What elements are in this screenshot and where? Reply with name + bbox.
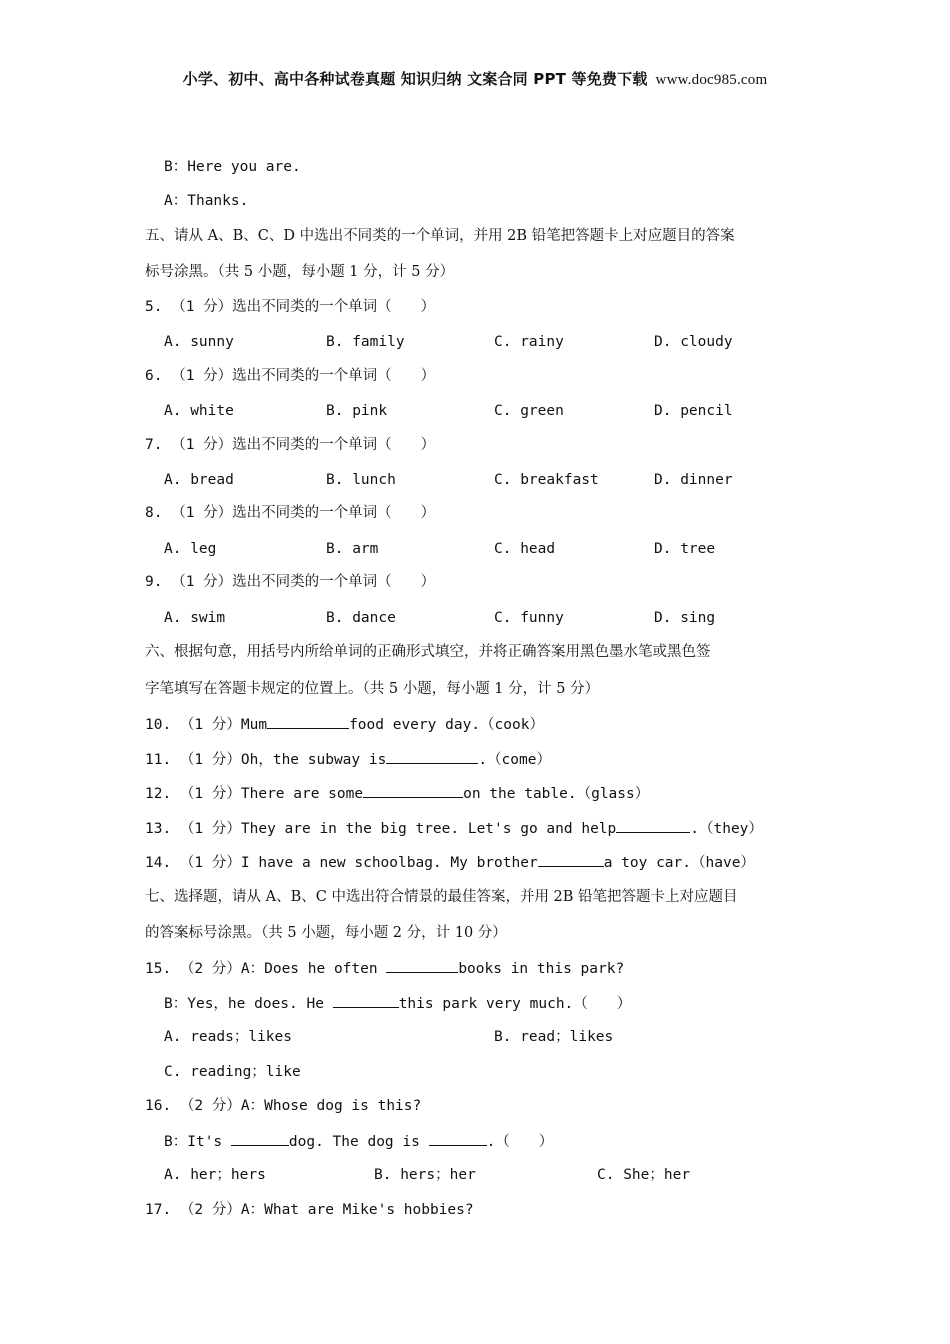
question-6-stem: 6. （1 分）选出不同类的一个单词（ ）: [145, 368, 436, 384]
question-5-option-c: C. rainy: [494, 334, 564, 350]
question-12: [145, 783, 649, 804]
question-10-after-blank: food every day.（cook）: [349, 717, 544, 733]
question-15-option-c: C. reading；like: [164, 1064, 301, 1080]
dialog-a-line: A：Thanks.: [164, 193, 249, 209]
answer-blank: [538, 852, 604, 867]
question-6-option-d: D. pencil: [654, 403, 733, 419]
answer-blank: [267, 714, 349, 729]
question-16-reply: [164, 1131, 553, 1152]
question-5-option-a: A. sunny: [164, 334, 234, 350]
section5-instructions-line1: 五、请从 A、B、C、D 中选出不同类的一个单词，并用 2B 铅笔把答题卡上对应题目的答案: [145, 228, 735, 244]
question-16-option-c: C. She；her: [597, 1167, 691, 1183]
question-13-before-blank: 13. （1 分）They are in the big tree. Let's go and help: [145, 821, 617, 837]
question-16-b-after-blank: .（ ）: [486, 1134, 554, 1150]
header-site: www.doc985.com: [655, 72, 768, 88]
question-11-after-blank: .（come）: [478, 752, 551, 768]
question-14-before-blank: 14. （1 分）I have a new schoolbag. My brother: [145, 855, 538, 871]
question-10: [145, 714, 544, 735]
answer-blank: [363, 783, 463, 798]
section6-instructions-line1: 六、根据句意，用括号内所给单词的正确形式填空，并将正确答案用黑色墨水笔或黑色签: [145, 644, 711, 660]
section5-instructions-line2: 标号涂黑。（共 5 小题，每小题 1 分，计 5 分）: [145, 264, 455, 280]
question-16-prompt: 16. （2 分）A：Whose dog is this?: [145, 1098, 422, 1114]
question-15-prompt: [145, 958, 624, 979]
question-11-before-blank: 11. （1 分）Oh，the subway is: [145, 752, 387, 768]
question-15-option-b: B. read；likes: [494, 1029, 614, 1045]
question-11: [145, 749, 551, 770]
question-6-option-b: B. pink: [326, 403, 388, 419]
answer-blank: [386, 958, 458, 973]
answer-blank: [616, 818, 690, 833]
question-15-b-after-blank: this park very much.（ ）: [398, 996, 632, 1012]
question-5-stem: 5. （1 分）选出不同类的一个单词（ ）: [145, 299, 436, 315]
question-7-option-d: D. dinner: [654, 472, 733, 488]
question-8-option-b: B. arm: [326, 541, 379, 557]
answer-blank: [231, 1131, 289, 1146]
question-15-reply: [164, 993, 631, 1014]
answer-blank: [333, 993, 399, 1008]
dialog-b-line: B：Here you are.: [164, 159, 301, 175]
question-8-option-d: D. tree: [654, 541, 716, 557]
question-12-before-blank: 12. （1 分）There are some: [145, 786, 364, 802]
header-text: 小学、初中、高中各种试卷真题 知识归纳 文案合同 PPT 等免费下载: [182, 70, 648, 88]
question-5-option-d: D. cloudy: [654, 334, 733, 350]
question-16-b-before-blank: B：It's: [164, 1134, 231, 1150]
page-header: [0, 68, 950, 89]
question-14-after-blank: a toy car.（have）: [603, 855, 755, 871]
question-9-stem: 9. （1 分）选出不同类的一个单词（ ）: [145, 574, 436, 590]
question-8-option-a: A. leg: [164, 541, 217, 557]
question-9-option-c: C. funny: [494, 610, 564, 626]
question-10-before-blank: 10. （1 分）Mum: [145, 717, 268, 733]
question-16-option-a: A. her；hers: [164, 1167, 266, 1183]
question-5-option-b: B. family: [326, 334, 405, 350]
question-7-option-c: C. breakfast: [494, 472, 599, 488]
question-6-option-c: C. green: [494, 403, 564, 419]
question-15-option-a: A. reads；likes: [164, 1029, 292, 1045]
question-13: [145, 818, 763, 839]
question-7-stem: 7. （1 分）选出不同类的一个单词（ ）: [145, 437, 436, 453]
question-7-option-b: B. lunch: [326, 472, 396, 488]
question-15-a-before-blank: 15. （2 分）A：Does he often: [145, 961, 387, 977]
answer-blank: [386, 749, 478, 764]
question-15-a-after-blank: books in this park?: [458, 961, 625, 977]
question-15-b-before-blank: B：Yes，he does. He: [164, 996, 333, 1012]
question-8-stem: 8. （1 分）选出不同类的一个单词（ ）: [145, 505, 436, 521]
question-14: [145, 852, 755, 873]
question-13-after-blank: .（they）: [690, 821, 763, 837]
question-9-option-a: A. swim: [164, 610, 226, 626]
question-17-prompt: 17. （2 分）A：What are Mike's hobbies?: [145, 1202, 474, 1218]
section7-instructions-line1: 七、选择题，请从 A、B、C 中选出符合情景的最佳答案，并用 2B 铅笔把答题卡上对应题目: [145, 889, 738, 905]
answer-blank: [429, 1131, 487, 1146]
question-16-option-b: B. hers；her: [374, 1167, 476, 1183]
section7-instructions-line2: 的答案标号涂黑。（共 5 小题，每小题 2 分，计 10 分）: [145, 925, 507, 941]
question-6-option-a: A. white: [164, 403, 234, 419]
question-16-b-middle: dog. The dog is: [288, 1134, 429, 1150]
question-9-option-d: D. sing: [654, 610, 716, 626]
question-7-option-a: A. bread: [164, 472, 234, 488]
question-8-option-c: C. head: [494, 541, 556, 557]
question-9-option-b: B. dance: [326, 610, 396, 626]
question-12-after-blank: on the table.（glass）: [463, 786, 650, 802]
section6-instructions-line2: 字笔填写在答题卡规定的位置上。（共 5 小题，每小题 1 分，计 5 分）: [145, 681, 600, 697]
